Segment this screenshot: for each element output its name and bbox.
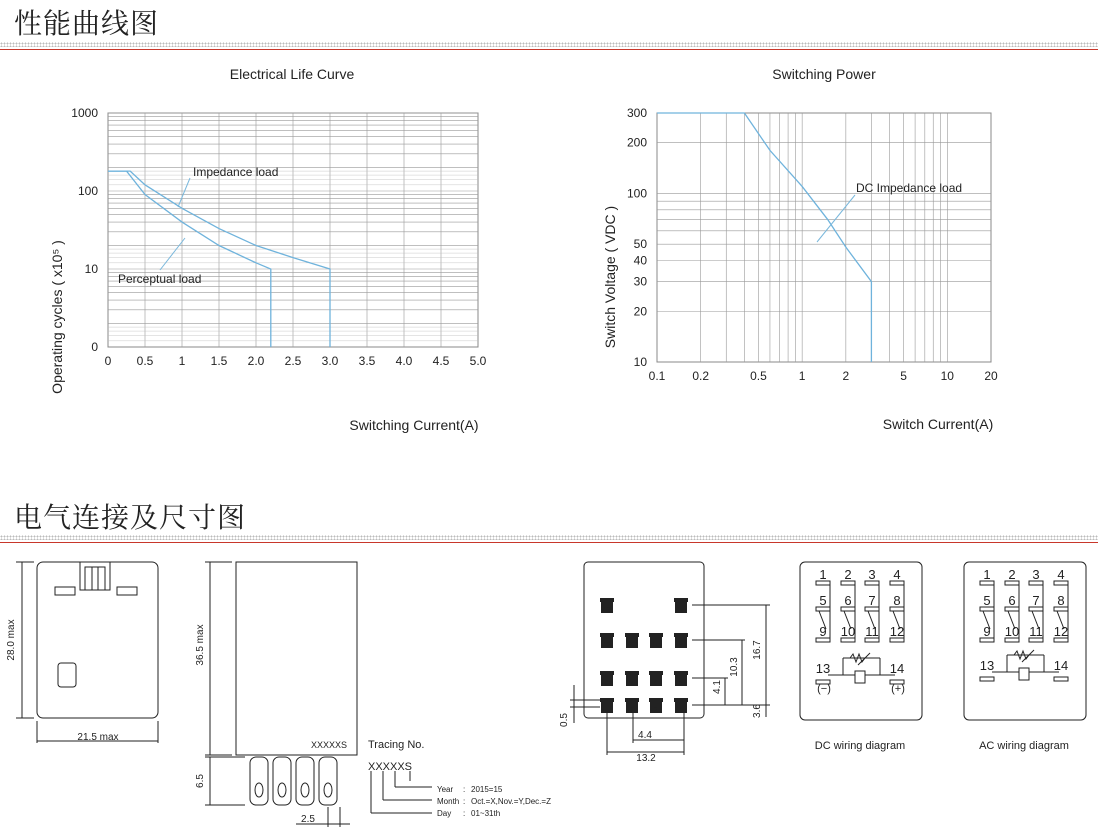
dim-16-7: 16.7 [752,640,763,660]
series-line [108,171,271,347]
dim-10-3: 10.3 [729,657,740,677]
switching-power-chart [555,55,1095,445]
x-tick-label: 1 [178,354,186,368]
pin [674,671,688,687]
y-tick-label: 30 [633,274,647,289]
bottom-view [570,562,770,755]
pin-number: 14 [677,607,685,614]
chart-title: Switching Power [772,66,876,82]
dc-impedance-load-label: DC Impedance load [856,181,963,195]
terminal-number: 13 [815,661,831,676]
x-tick-label: 3.5 [358,354,376,368]
ac-wiring-diagram [964,562,1086,720]
x-tick-label: 0.2 [692,369,710,383]
tracing-year-label: Year [437,785,454,794]
svg-text::: : [463,797,466,806]
pin-number: 7 [630,680,634,687]
dim-4-1: 4.1 [712,680,723,694]
svg-text::: : [463,809,466,818]
y-tick-label: 20 [633,304,647,319]
terminal-number: 3 [1032,567,1040,582]
y-axis-label: Switch Voltage ( VDC ) [602,205,618,349]
terminal-number: 12 [1053,624,1069,639]
series-line [657,113,871,362]
chart-title: Electrical Life Curve [229,66,355,82]
pin-number: 8 [605,680,609,687]
y-tick-labels [627,106,647,369]
x-tick-label: 0.5 [750,369,767,383]
terminal-number: 8 [893,593,901,608]
section-divider-dots [0,535,1098,540]
terminal-number: 4 [1057,567,1065,582]
terminal-number: 5 [819,593,827,608]
pin-number: 2 [654,707,658,714]
x-tick-label: 5 [900,369,907,383]
svg-text::: : [463,785,466,794]
terminal-number: 4 [893,567,901,582]
front-view [16,562,158,743]
x-tick-labels [105,354,487,368]
dc-wiring-caption: DC wiring diagram [814,740,906,752]
dimension-drawings [0,545,1098,835]
pin [600,671,614,687]
pin-number: 13 [603,607,611,614]
dim-3-6: 3.6 [752,704,763,718]
x-axis-label: Switch Current(A) [882,416,994,432]
dc-wiring-diagram [800,562,922,720]
pin [625,698,639,714]
tracing-day-label: Day [437,809,452,818]
front-width-dim: 21.5 max [77,732,119,743]
x-tick-label: 2.0 [247,354,265,368]
side-marking: XXXXXS [311,740,348,750]
x-tick-label: 3.0 [321,354,339,368]
y-tick-label: 10 [84,262,98,276]
x-tick-label: 4.0 [395,354,413,368]
pin-number: 4 [605,707,609,714]
pin [674,698,688,714]
terminal-number: 7 [868,593,876,608]
tracing-code: XXXXXS [368,761,413,773]
perceptual-load-label: Perceptual load [118,272,202,286]
y-tick-label: 50 [633,237,647,252]
terminal-number: 9 [819,624,827,639]
wiring-section-title: 电气连接及尺寸图 [14,501,247,534]
pin [674,633,688,649]
tracing-year-value: 2015=15 [471,785,503,794]
pin [625,671,639,687]
chart-grid [657,113,991,362]
y-tick-label: 1000 [71,106,98,120]
x-tick-label: 0.5 [136,354,154,368]
x-tick-label: 4.5 [432,354,450,368]
impedance-load-label: Impedance load [193,165,279,179]
pin [674,598,688,614]
dc-minus-label: (−) [817,683,831,695]
section-divider-dots [0,42,1098,47]
x-tick-label: 5.0 [469,354,487,368]
y-axis-label: Operating cycles ( x10⁵ ) [49,240,65,394]
pin-number: 11 [628,642,636,649]
pin [600,633,614,649]
side-view [205,562,432,827]
x-tick-label: 1 [798,369,806,383]
terminal-number: 12 [889,624,905,639]
pin-number: 6 [654,680,658,687]
front-height-dim: 28.0 max [6,619,17,661]
side-height-dim: 36.5 max [195,624,206,666]
dc-plus-label: (+) [891,683,905,695]
x-tick-label: 0 [104,354,112,368]
pin-number: 9 [679,642,683,649]
pin [625,633,639,649]
pin [649,671,663,687]
terminal-number: 14 [1053,658,1069,673]
dim-13-2: 13.2 [636,753,656,764]
pin-length-dim: 6.5 [195,774,206,788]
dim-0-5: 0.5 [559,713,570,727]
pin [649,698,663,714]
terminal-number: 2 [1008,567,1016,582]
pin-number: 1 [679,707,683,714]
y-tick-label: 10 [633,355,647,369]
y-tick-label: 300 [626,106,647,120]
terminal-number: 1 [819,567,827,582]
terminal-number: 6 [844,593,852,608]
terminal-number: 1 [983,567,991,582]
dim-4-4: 4.4 [638,730,652,741]
x-tick-label: 1.5 [210,354,228,368]
pin [600,598,614,614]
tracing-month-value: Oct.=X,Nov.=Y,Dec.=Z [471,797,551,806]
y-tick-label: 100 [77,184,98,198]
chart-grid [108,113,478,347]
terminal-number: 10 [840,624,856,639]
terminal-number: 8 [1057,593,1065,608]
pin-number: 5 [679,680,683,687]
chart-series [657,113,871,362]
ac-wiring-caption: AC wiring diagram [979,740,1069,752]
y-tick-label: 40 [633,253,647,268]
y-tick-label: 200 [626,135,647,150]
tracing-day-value: 01~31th [471,809,501,818]
electrical-life-chart [0,55,540,445]
terminal-number: 13 [979,658,995,673]
x-tick-label: 10 [940,369,954,383]
x-tick-label: 2.5 [284,354,302,368]
x-tick-label: 20 [984,369,998,383]
tracing-month-label: Month [437,797,460,806]
tracing-title: Tracing No. [368,739,425,751]
x-tick-label: 2 [842,369,850,383]
terminal-number: 11 [1029,624,1043,639]
y-tick-labels [71,106,98,354]
section-divider-red [0,49,1098,50]
pin-number: 3 [630,707,634,714]
terminal-number: 7 [1032,593,1040,608]
pin-number: 12 [603,642,611,649]
y-tick-label: 0 [91,340,98,354]
terminal-number: 3 [868,567,876,582]
x-tick-label: 0.1 [648,369,666,383]
terminal-number: 11 [865,624,879,639]
pin [649,633,663,649]
terminal-number: 5 [983,593,991,608]
terminal-number: 10 [1004,624,1020,639]
y-tick-label: 100 [626,186,647,201]
pin-pitch-dim: 2.5 [301,814,315,825]
terminal-number: 6 [1008,593,1016,608]
performance-section-title: 性能曲线图 [14,7,160,40]
terminal-number: 2 [844,567,852,582]
terminal-number: 14 [889,661,905,676]
section-divider-red [0,542,1098,543]
x-axis-label: Switching Current(A) [349,417,479,433]
pin-number: 10 [652,642,660,649]
x-tick-labels [649,369,998,383]
terminal-number: 9 [983,624,991,639]
